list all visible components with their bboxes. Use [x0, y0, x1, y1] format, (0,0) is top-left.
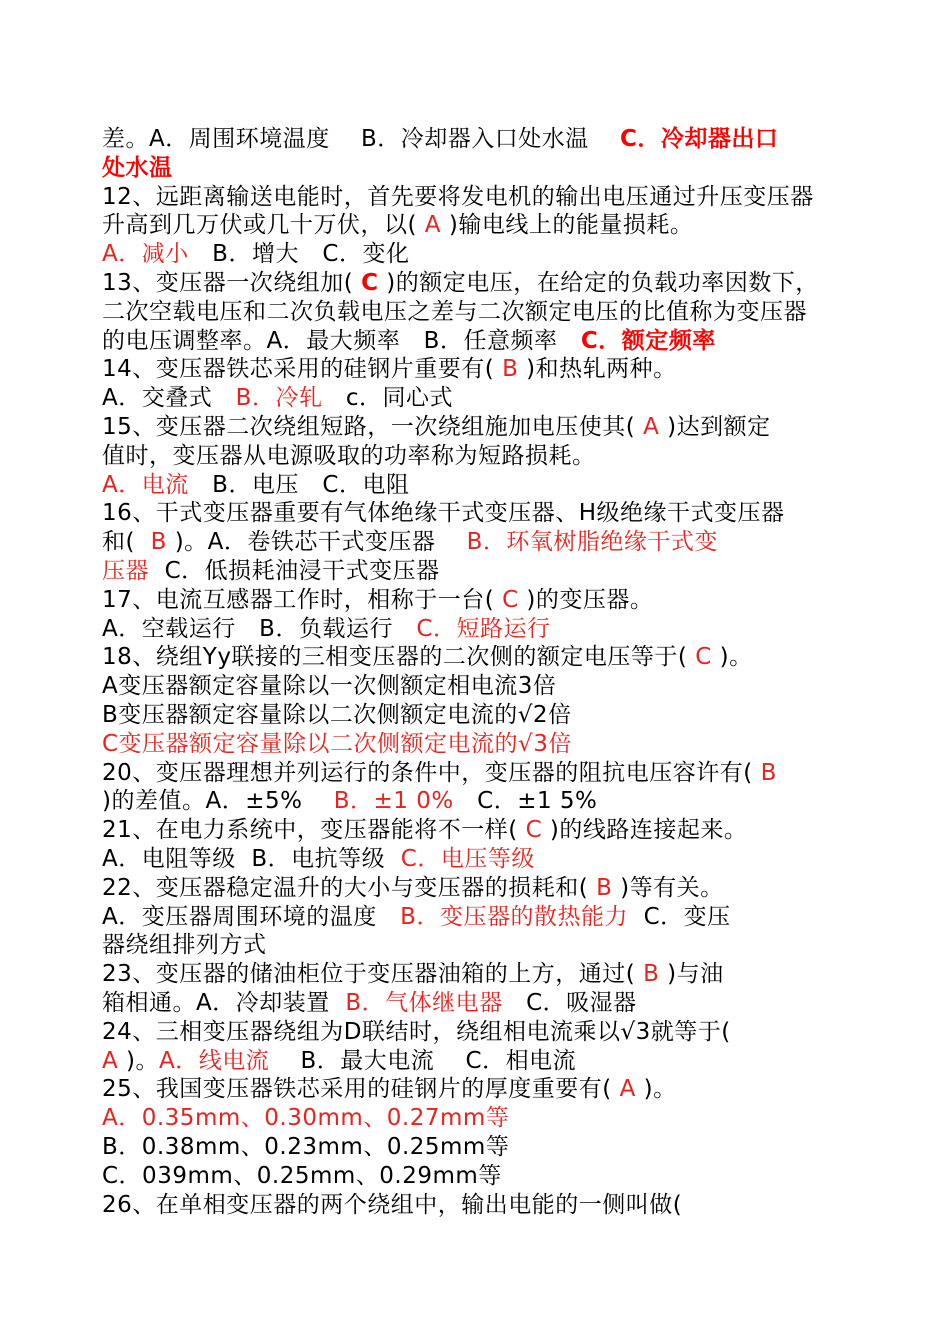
question-text: 15、变压器二次绕组短路，一次绕组施加电压使其(: [102, 414, 644, 440]
question-text: )和热轧两种。: [518, 356, 677, 383]
answer-text: C．短路运行: [416, 615, 551, 642]
answer-text: A: [619, 1076, 636, 1103]
question-text: c．同心式: [322, 385, 454, 412]
question-text: 12、远距离输送电能时，首先要将发电机的输出电压通过升压变压器: [102, 183, 814, 210]
question-text: 升高到几万伏或几十万伏，以(: [102, 212, 425, 239]
text-line: [102, 1162, 502, 1191]
text-line: [102, 269, 819, 298]
question-text: )。A．卷铁芯干式变压器: [166, 529, 467, 556]
question-text: 和(: [102, 529, 151, 556]
text-line: [102, 1018, 731, 1047]
text-line: [102, 413, 771, 442]
text-line: [102, 701, 572, 730]
question-text: )的额定电压，在给定的负载功率因数下，: [378, 270, 819, 296]
text-line: [102, 759, 777, 788]
question-text: 箱相通。A．冷却装置: [102, 990, 346, 1016]
question-text: )等有关。: [612, 874, 724, 901]
answer-text: B: [596, 874, 613, 901]
text-line: [102, 989, 637, 1018]
answer-text: C: [361, 270, 379, 296]
answer-text: B．环氧树脂绝缘干式变: [466, 529, 718, 556]
question-text: )。: [635, 1076, 677, 1103]
question-text: A．交叠式: [102, 385, 236, 412]
question-text: 25、我国变压器铁芯采用的硅钢片的厚度重要有(: [102, 1076, 620, 1103]
text-line: [102, 442, 596, 471]
answer-text: C．冷却器出口: [620, 126, 779, 152]
question-text: )。: [711, 644, 753, 671]
text-line: [102, 499, 785, 528]
question-text: C．吸湿器: [502, 990, 637, 1016]
answer-text: C: [502, 586, 519, 613]
answer-text: A: [424, 212, 442, 239]
text-line: [102, 1075, 677, 1104]
text-line: [102, 730, 572, 759]
question-text: B变压器额定容量除以二次侧额定电流的√2倍: [102, 702, 572, 728]
question-text: )的差值。A．±5%: [102, 788, 334, 815]
answer-text: A．电流: [102, 471, 189, 498]
text-line: [102, 672, 556, 701]
question-text: )的线路连接起来。: [542, 817, 748, 844]
answer-text: B: [760, 759, 777, 786]
text-line: [102, 1191, 682, 1220]
answer-text: C．额定频率: [580, 327, 716, 354]
question-text: B．0.38mm、0.23mm、0.25mm等: [102, 1134, 510, 1160]
question-text: 22、变压器稳定温升的大小与变压器的损耗和(: [102, 874, 597, 901]
question-text: 26、在单相变压器的两个绕组中，输出电能的一侧叫做(: [102, 1191, 683, 1218]
answer-text: B．冷轧: [235, 385, 323, 412]
answer-text: A: [102, 1047, 119, 1074]
answer-text: A．0.35mm、0.30mm、0.27mm等: [102, 1105, 510, 1132]
text-line: [102, 615, 550, 644]
question-text: 13、变压器一次绕组加(: [102, 270, 362, 296]
answer-text: C．电压等级: [400, 846, 535, 872]
text-line: [102, 931, 267, 960]
text-line: [102, 154, 173, 183]
question-text: 24、三相变压器绕组为D联结时，绕组相电流乘以√3就等于(: [102, 1018, 731, 1045]
question-text: 21、在电力系统中，变压器能将不一样(: [102, 817, 526, 844]
answer-text: B．±1 0%: [333, 788, 454, 815]
text-line: [102, 125, 778, 154]
question-text: A．空载运行 B．负载运行: [102, 615, 417, 642]
text-line: [102, 384, 453, 413]
text-line: [102, 1133, 509, 1162]
question-text: )的变压器。: [518, 586, 654, 613]
answer-text: B．变压器的散热能力: [400, 903, 628, 930]
question-text: B．最大电流 C．相电流: [269, 1047, 577, 1074]
answer-text: B．气体继电器: [345, 990, 503, 1016]
question-text: B．增大 C．变化: [188, 241, 410, 268]
question-text: 23、变压器的储油柜位于变压器油箱的上方，通过(: [102, 961, 644, 988]
text-line: [102, 1047, 576, 1076]
question-text: A变压器额定容量除以一次侧额定相电流3倍: [102, 673, 557, 700]
question-text: 差。A．周围环境温度 B．冷却器入口处水温: [102, 126, 621, 152]
answer-text: A．线电流: [159, 1047, 270, 1074]
question-text: C．±1 5%: [453, 788, 598, 815]
text-line: [102, 845, 535, 874]
answer-text: 压器: [102, 558, 149, 584]
question-text: )达到额定: [659, 414, 771, 440]
question-text: 值时，变压器从电源吸取的功率称为短路损耗。: [102, 442, 596, 469]
answer-text: B: [502, 356, 519, 383]
question-text: 16、干式变压器重要有气体绝缘干式变压器、H级绝缘干式变压器: [102, 500, 785, 527]
text-line: [102, 557, 440, 586]
question-text: 的电压调整率。A．最大频率 B．任意频率: [102, 327, 581, 354]
text-line: [102, 903, 731, 932]
question-text: 17、电流互感器工作时，相称于一台(: [102, 586, 503, 613]
question-text: 器绕组排列方式: [102, 932, 267, 959]
answer-text: C变压器额定容量除以二次侧额定电流的√3倍: [102, 730, 572, 757]
text-line: [102, 327, 716, 356]
text-line: [102, 874, 724, 903]
question-text: 14、变压器铁芯采用的硅钢片重要有(: [102, 356, 503, 383]
question-text: )与油: [659, 961, 724, 988]
question-text: C．039mm、0.25mm、0.29mm等: [102, 1162, 502, 1189]
answer-text: C: [525, 817, 543, 844]
text-line: [102, 298, 807, 327]
question-text: C．变压: [627, 903, 731, 930]
text-line: [102, 816, 747, 845]
answer-text: B: [643, 961, 660, 988]
question-text: 20、变压器理想并列运行的条件中，变压器的阻抗电压容许有(: [102, 759, 761, 786]
question-text: B．电压 C．电阻: [188, 471, 410, 498]
text-line: [102, 471, 409, 500]
question-text: A．变压器周围环境的温度: [102, 903, 401, 930]
answer-text: A: [643, 414, 660, 440]
text-line: [102, 1104, 509, 1133]
text-line: [102, 586, 653, 615]
text-line: [102, 240, 409, 269]
text-line: [102, 960, 724, 989]
question-text: )。: [118, 1047, 160, 1074]
text-line: [102, 643, 753, 672]
question-text: )输电线上的能量损耗。: [441, 212, 694, 239]
text-line: [102, 355, 677, 384]
answer-text: A．减小: [102, 241, 189, 268]
text-line: [102, 183, 814, 212]
text-line: [102, 787, 597, 816]
answer-text: 处水温: [102, 154, 173, 181]
answer-text: C: [695, 644, 712, 671]
question-text: 18、绕组Yy联接的三相变压器的二次侧的额定电压等于(: [102, 644, 696, 671]
text-line: [102, 528, 718, 557]
answer-text: B: [150, 529, 167, 556]
question-text: A．电阻等级 B．电抗等级: [102, 846, 401, 872]
question-text: C．低损耗油浸干式变压器: [149, 558, 440, 584]
question-text: 二次空载电压和二次负载电压之差与二次额定电压的比值称为变压器: [102, 298, 807, 325]
text-line: [102, 211, 693, 240]
